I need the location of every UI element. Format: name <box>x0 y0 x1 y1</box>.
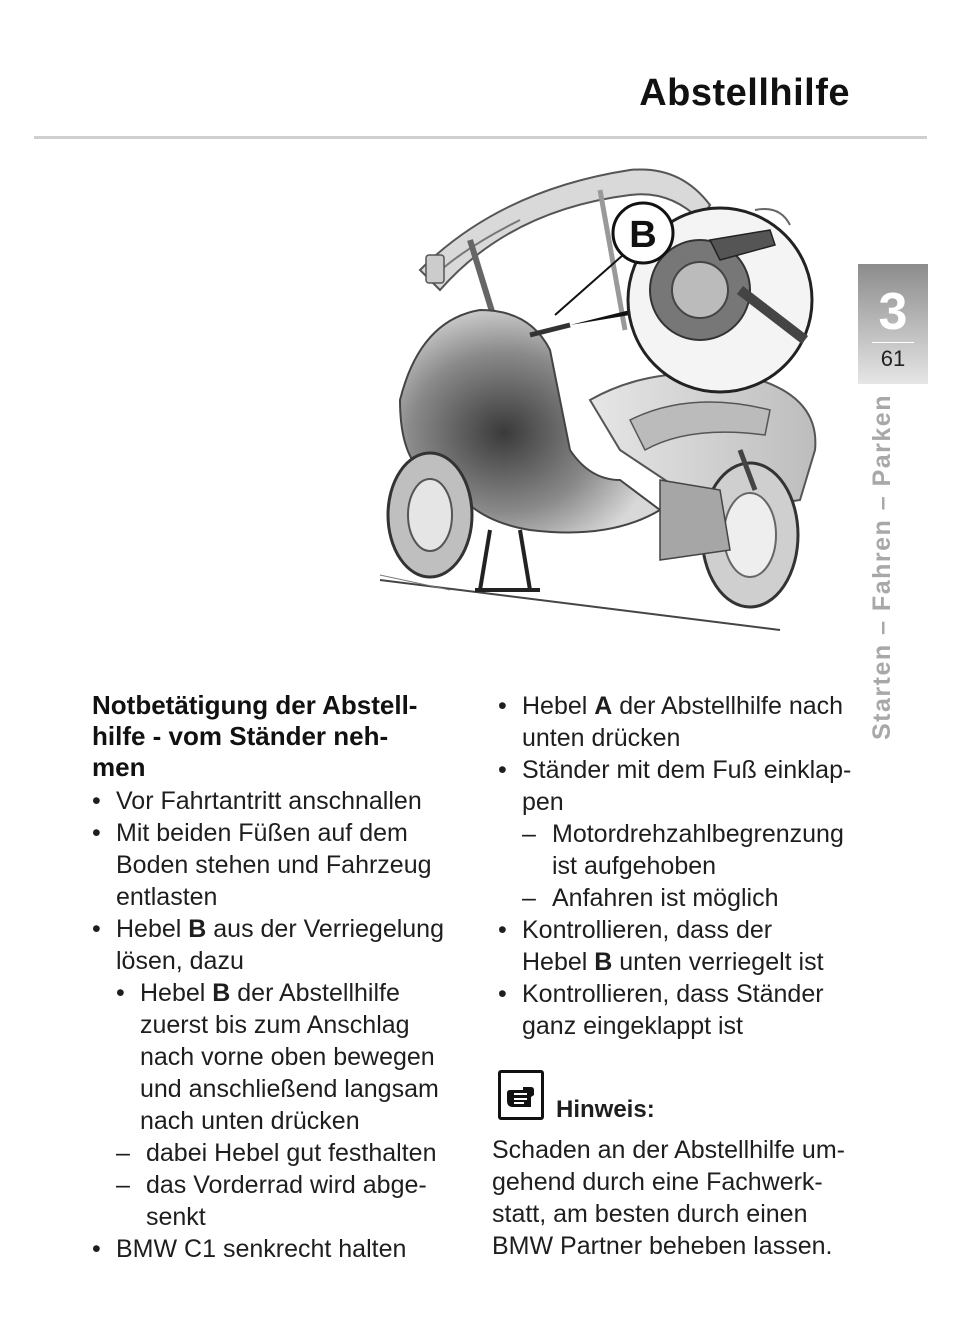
page-title: Abstellhilfe <box>639 72 850 114</box>
callout-label-b: B <box>629 214 657 256</box>
list-item <box>498 754 868 818</box>
list-item-text: Hebel B aus der Verriegelung <box>116 915 444 943</box>
lever-reference: A <box>594 692 613 720</box>
note-line: statt, am besten durch einen <box>492 1200 808 1228</box>
note-title: Hinweis: <box>556 1096 655 1123</box>
list-item <box>92 1233 472 1265</box>
list-item-text: entlasten <box>116 883 218 911</box>
heading-line: hilfe - vom Ständer neh- <box>92 721 389 751</box>
list-item <box>498 914 868 978</box>
dash-marker: – <box>116 1139 130 1167</box>
list-item-text: pen <box>522 788 564 816</box>
bullet-marker: • <box>498 756 507 784</box>
list-item-text: dabei Hebel gut festhalten <box>146 1139 437 1167</box>
list-item-text: Mit beiden Füßen auf dem <box>116 819 408 847</box>
right-column <box>492 690 868 1262</box>
list-item-text: senkt <box>146 1203 206 1231</box>
list-item-text: nach vorne oben bewegen <box>140 1043 435 1071</box>
list-item-text: nach unten drücken <box>140 1107 360 1135</box>
list-item <box>522 818 868 882</box>
scooter-illustration <box>360 150 820 640</box>
chapter-side-label: Starten – Fahren – Parken <box>868 394 896 740</box>
lever-reference: B <box>188 915 207 943</box>
bullet-marker: • <box>92 915 101 943</box>
list-item-text: Vor Fahrtantritt anschnallen <box>116 787 422 815</box>
list-item-text: Hebel A der Abstellhilfe nach <box>522 692 844 720</box>
list-item-text: zuerst bis zum Anschlag <box>140 1011 410 1039</box>
left-column <box>92 690 472 1265</box>
bullet-marker: • <box>92 787 101 815</box>
chapter-divider <box>872 342 914 343</box>
list-item-text: lösen, dazu <box>116 947 244 975</box>
list-item-text: Kontrollieren, dass Ständer <box>522 980 824 1008</box>
list-item-text: ganz eingeklappt ist <box>522 1012 743 1040</box>
list-item <box>116 1137 472 1169</box>
list-item <box>498 978 868 1042</box>
list-item-text: Boden stehen und Fahrzeug <box>116 851 432 879</box>
dash-marker: – <box>522 820 536 848</box>
heading-line: men <box>92 752 146 782</box>
note-line: gehend durch eine Fachwerk- <box>492 1168 823 1196</box>
title-divider <box>34 136 927 139</box>
bullet-marker: • <box>116 979 125 1007</box>
list-item <box>92 913 472 977</box>
list-item-text: Motordrehzahlbegrenzung <box>552 820 844 848</box>
list-item-text: das Vorderrad wird abge- <box>146 1171 427 1199</box>
page-number: 61 <box>880 346 906 371</box>
section-heading <box>92 690 472 783</box>
list-item <box>92 785 472 817</box>
chapter-tab <box>858 264 928 384</box>
list-item-text: unten drücken <box>522 724 681 752</box>
list-item <box>116 1169 472 1233</box>
scooter-icon <box>360 150 820 640</box>
bullet-marker: • <box>92 819 101 847</box>
list-item-text: Hebel B der Abstellhilfe <box>140 979 400 1007</box>
note-text <box>492 1134 872 1262</box>
dash-marker: – <box>116 1171 130 1199</box>
list-item-text: Anfahren ist möglich <box>552 884 779 912</box>
dash-marker: – <box>522 884 536 912</box>
list-item <box>522 882 868 914</box>
note-line: Schaden an der Abstellhilfe um- <box>492 1136 845 1164</box>
list-item <box>116 977 472 1137</box>
list-item <box>92 817 472 913</box>
heading-line: Notbetätigung der Abstell- <box>92 690 418 720</box>
list-item-text: ist aufgehoben <box>552 852 717 880</box>
note-hand-icon <box>498 1070 544 1120</box>
bullet-marker: • <box>498 692 507 720</box>
note-header <box>498 1070 868 1134</box>
chapter-number: 3 <box>878 283 908 341</box>
list-item-text: BMW C1 senkrecht halten <box>116 1235 407 1263</box>
bullet-marker: • <box>498 916 507 944</box>
list-item-text: Ständer mit dem Fuß einklap- <box>522 756 852 784</box>
bullet-marker: • <box>498 980 507 1008</box>
list-item-text: und anschließend langsam <box>140 1075 439 1103</box>
list-item-text: Hebel B unten verriegelt ist <box>522 948 824 976</box>
lever-reference: B <box>594 948 613 976</box>
bullet-marker: • <box>92 1235 101 1263</box>
lever-reference: B <box>212 979 231 1007</box>
list-item-text: Kontrollieren, dass der <box>522 916 773 944</box>
note-line: BMW Partner beheben lassen. <box>492 1232 833 1260</box>
list-item <box>498 690 868 754</box>
